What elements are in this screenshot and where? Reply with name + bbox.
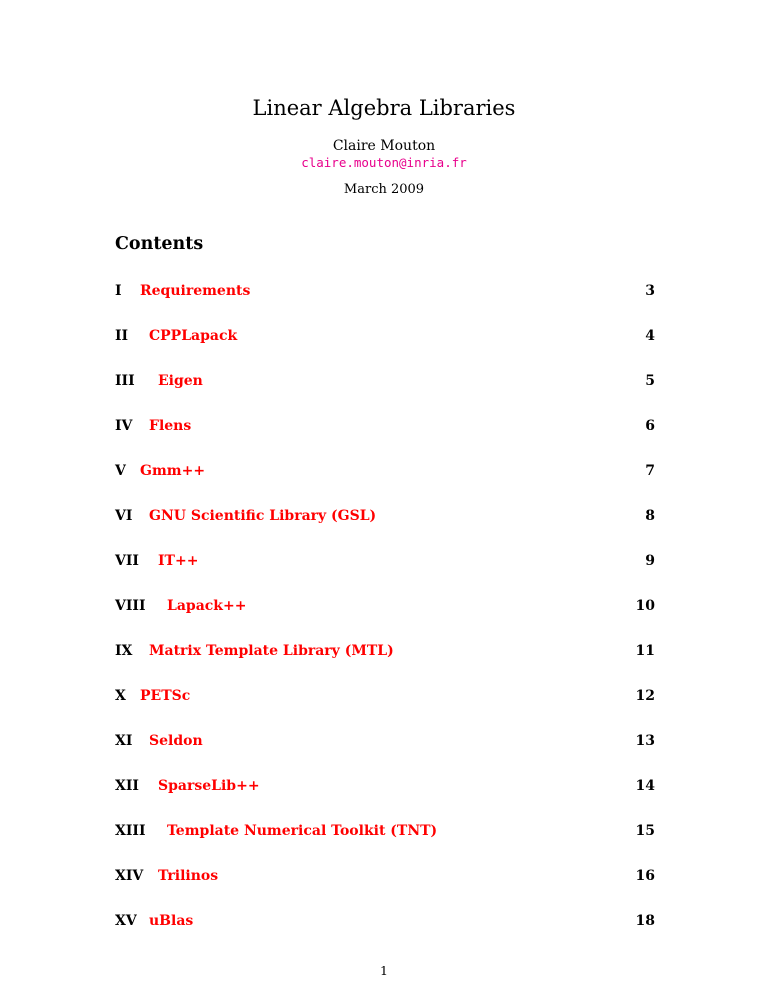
toc-entry[interactable]	[115, 731, 655, 776]
toc-entry-page: 5	[645, 373, 655, 389]
toc-entry-number: IV	[115, 418, 133, 434]
toc-entry-title-link[interactable]: SparseLib++	[158, 778, 260, 794]
toc-entry[interactable]	[115, 866, 655, 911]
toc-entry-title-link[interactable]: Template Numerical Toolkit (TNT)	[167, 823, 438, 839]
toc-entry[interactable]	[115, 776, 655, 821]
toc-entry-page: 3	[645, 283, 655, 299]
toc-entry[interactable]	[115, 641, 655, 686]
toc-entry-number: I	[115, 283, 122, 299]
toc-entry-title-link[interactable]: Seldon	[149, 733, 203, 749]
toc-entry[interactable]	[115, 506, 655, 551]
table-of-contents	[115, 281, 655, 956]
page-number: 1	[380, 963, 388, 978]
toc-entry-page: 15	[635, 823, 655, 839]
toc-entry[interactable]	[115, 281, 655, 326]
contents-heading: Contents	[115, 234, 204, 254]
toc-entry-page: 10	[635, 598, 655, 614]
toc-entry[interactable]	[115, 686, 655, 731]
toc-entry[interactable]	[115, 371, 655, 416]
toc-entry-number: X	[115, 688, 126, 704]
toc-entry-title-link[interactable]: IT++	[158, 553, 199, 569]
toc-entry-number: VIII	[115, 598, 146, 614]
toc-entry-page: 18	[635, 913, 655, 929]
toc-entry-title-link[interactable]: PETSc	[140, 688, 191, 704]
toc-entry-title-link[interactable]: Trilinos	[158, 868, 219, 884]
toc-entry-title-link[interactable]: Flens	[149, 418, 192, 434]
toc-entry-page: 6	[645, 418, 655, 434]
toc-entry[interactable]	[115, 416, 655, 461]
toc-entry-number: XII	[115, 778, 139, 794]
toc-entry-number: XI	[115, 733, 133, 749]
toc-entry[interactable]	[115, 326, 655, 371]
toc-entry-title-link[interactable]: Lapack++	[167, 598, 247, 614]
toc-entry-number: III	[115, 373, 135, 389]
toc-entry[interactable]	[115, 911, 655, 956]
toc-entry-number: II	[115, 328, 129, 344]
toc-entry-number: XV	[115, 913, 137, 929]
toc-entry-number: VII	[115, 553, 139, 569]
toc-entry-title-link[interactable]: CPPLapack	[149, 328, 238, 344]
toc-entry-page: 9	[645, 553, 655, 569]
toc-entry-page: 8	[645, 508, 655, 524]
toc-entry-number: IX	[115, 643, 133, 659]
toc-entry-page: 11	[635, 643, 655, 659]
document-date: March 2009	[343, 182, 425, 197]
toc-entry-number: V	[115, 463, 126, 479]
toc-entry-title-link[interactable]: GNU Scientific Library (GSL)	[149, 508, 377, 524]
toc-entry[interactable]	[115, 596, 655, 641]
toc-entry-page: 4	[645, 328, 655, 344]
toc-entry-title-link[interactable]: uBlas	[149, 913, 194, 929]
toc-entry-title-link[interactable]: Matrix Template Library (MTL)	[149, 643, 394, 659]
toc-entry[interactable]	[115, 551, 655, 596]
toc-entry-number: VI	[115, 508, 133, 524]
document-title: Linear Algebra Libraries	[252, 96, 516, 120]
toc-entry-title-link[interactable]: Gmm++	[140, 463, 206, 479]
author-name: Claire Mouton	[332, 138, 436, 154]
toc-entry-page: 16	[635, 868, 655, 884]
toc-entry[interactable]	[115, 461, 655, 506]
toc-entry-number: XIII	[115, 823, 146, 839]
toc-entry-title-link[interactable]: Requirements	[140, 283, 251, 299]
toc-entry-page: 14	[635, 778, 655, 794]
toc-entry-title-link[interactable]: Eigen	[158, 373, 203, 389]
toc-entry-page: 7	[645, 463, 655, 479]
toc-entry-number: XIV	[115, 868, 144, 884]
toc-entry-page: 13	[635, 733, 655, 749]
toc-entry[interactable]	[115, 821, 655, 866]
toc-entry-page: 12	[635, 688, 655, 704]
author-email-link[interactable]: claire.mouton@inria.fr	[301, 155, 467, 170]
